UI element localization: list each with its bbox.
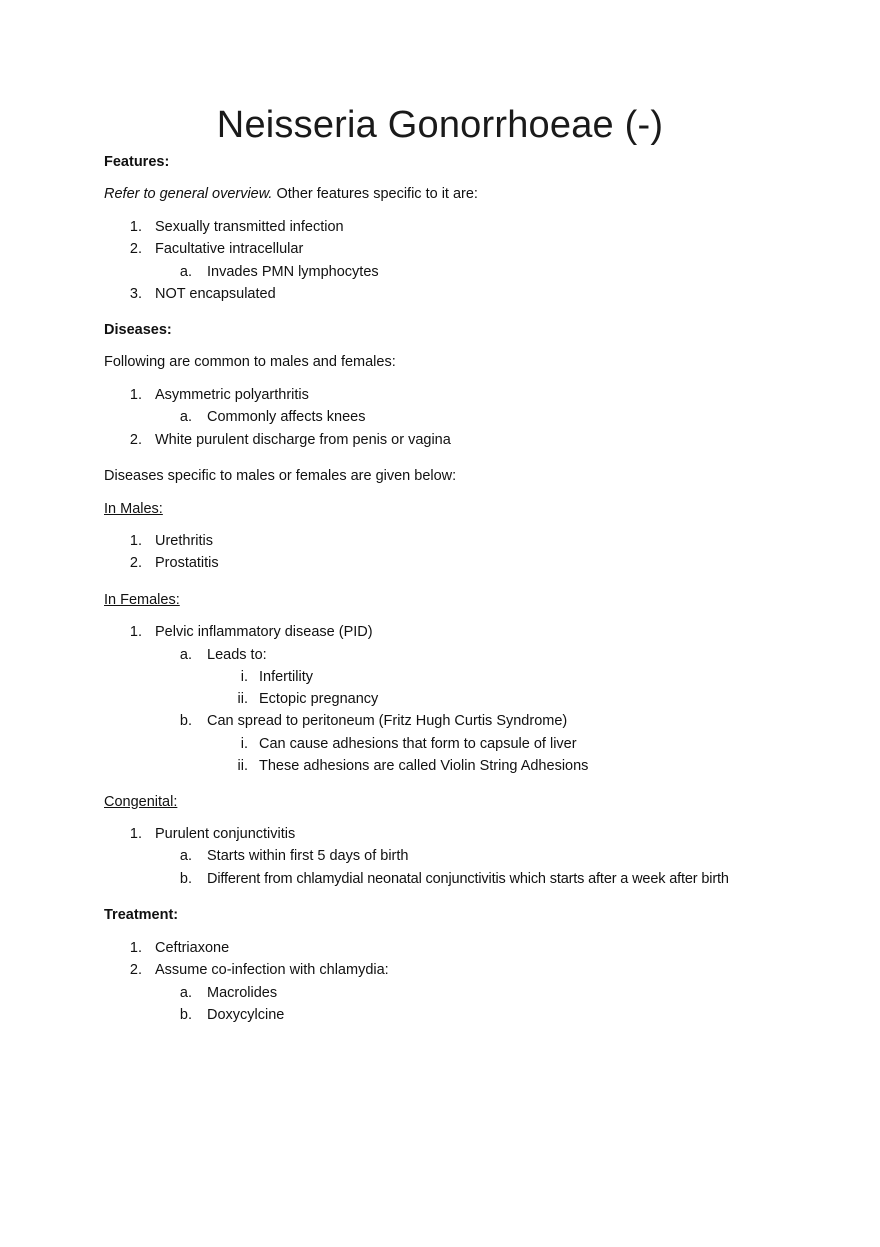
list-marker: b. [179, 871, 192, 887]
list-item: Starts within first 5 days of birth [207, 848, 409, 864]
list-item: Infertility [259, 669, 313, 685]
list-item: Asymmetric polyarthritis [155, 387, 309, 403]
page-title: Neisseria Gonorrhoeae (-) [216, 104, 664, 146]
list-item: These adhesions are called Violin String Adhesions [259, 758, 589, 774]
list-item: Leads to: [207, 647, 267, 663]
list-item: Assume co-infection with chlamydia: [155, 962, 389, 978]
list-item: Invades PMN lymphocytes [207, 264, 379, 280]
list-marker: 2. [129, 962, 142, 978]
list-marker: 1. [129, 387, 142, 403]
features-intro [104, 185, 478, 203]
list-item: Macrolides [207, 985, 278, 1001]
list-item: Purulent conjunctivitis [155, 826, 296, 842]
list-marker: 1. [129, 940, 142, 956]
list-item: Sexually transmitted infection [155, 219, 344, 235]
list-marker: 1. [129, 219, 142, 235]
list-item: Ceftriaxone [155, 940, 230, 956]
list-item: Prostatitis [155, 555, 219, 571]
males-heading: In Males: [104, 501, 163, 517]
list-marker: 1. [129, 826, 142, 842]
diseases-heading: Diseases: [104, 322, 172, 338]
list-marker: a. [179, 848, 192, 864]
list-marker: ii. [237, 691, 248, 707]
females-heading: In Females: [104, 592, 180, 608]
features-intro-rest: Other features specific to it are: [272, 186, 478, 202]
list-marker: 2. [129, 555, 142, 571]
list-marker: 1. [129, 533, 142, 549]
diseases-common-intro: Following are common to males and females: [104, 354, 396, 370]
list-item: Pelvic inflammatory disease (PID) [155, 624, 373, 640]
list-marker: 1. [129, 624, 142, 640]
list-item: Can spread to peritoneum (Fritz Hugh Curtis Syndrome) [207, 713, 568, 729]
list-marker: i. [240, 669, 248, 685]
list-marker: 3. [129, 286, 142, 302]
list-marker: ii. [237, 758, 248, 774]
list-item: Ectopic pregnancy [259, 691, 379, 707]
treatment-heading: Treatment: [104, 907, 179, 923]
list-marker: b. [179, 1007, 192, 1023]
list-marker: a. [179, 264, 192, 280]
congenital-heading: Congenital: [104, 794, 178, 810]
features-heading: Features: [104, 154, 170, 170]
diseases-specific-intro: Diseases specific to males or females are given below: [104, 468, 457, 484]
list-item: White purulent discharge from penis or vagina [155, 432, 451, 448]
list-item: Commonly affects knees [207, 409, 366, 425]
features-intro-italic: Refer to general overview. [104, 186, 273, 202]
list-marker: 2. [129, 241, 142, 257]
list-marker: b. [179, 713, 192, 729]
list-item: NOT encapsulated [155, 286, 276, 302]
list-item: Can cause adhesions that form to capsule of liver [259, 736, 577, 752]
list-marker: i. [240, 736, 248, 752]
list-marker: a. [179, 409, 192, 425]
list-item: Urethritis [155, 533, 214, 549]
list-marker: a. [179, 647, 192, 663]
list-item: Facultative intracellular [155, 241, 304, 257]
list-marker: a. [179, 985, 192, 1001]
list-item: Doxycylcine [207, 1007, 285, 1023]
list-marker: 2. [129, 432, 142, 448]
list-item: Different from chlamydial neonatal conjunctivitis which starts after a week after birth [207, 871, 729, 887]
